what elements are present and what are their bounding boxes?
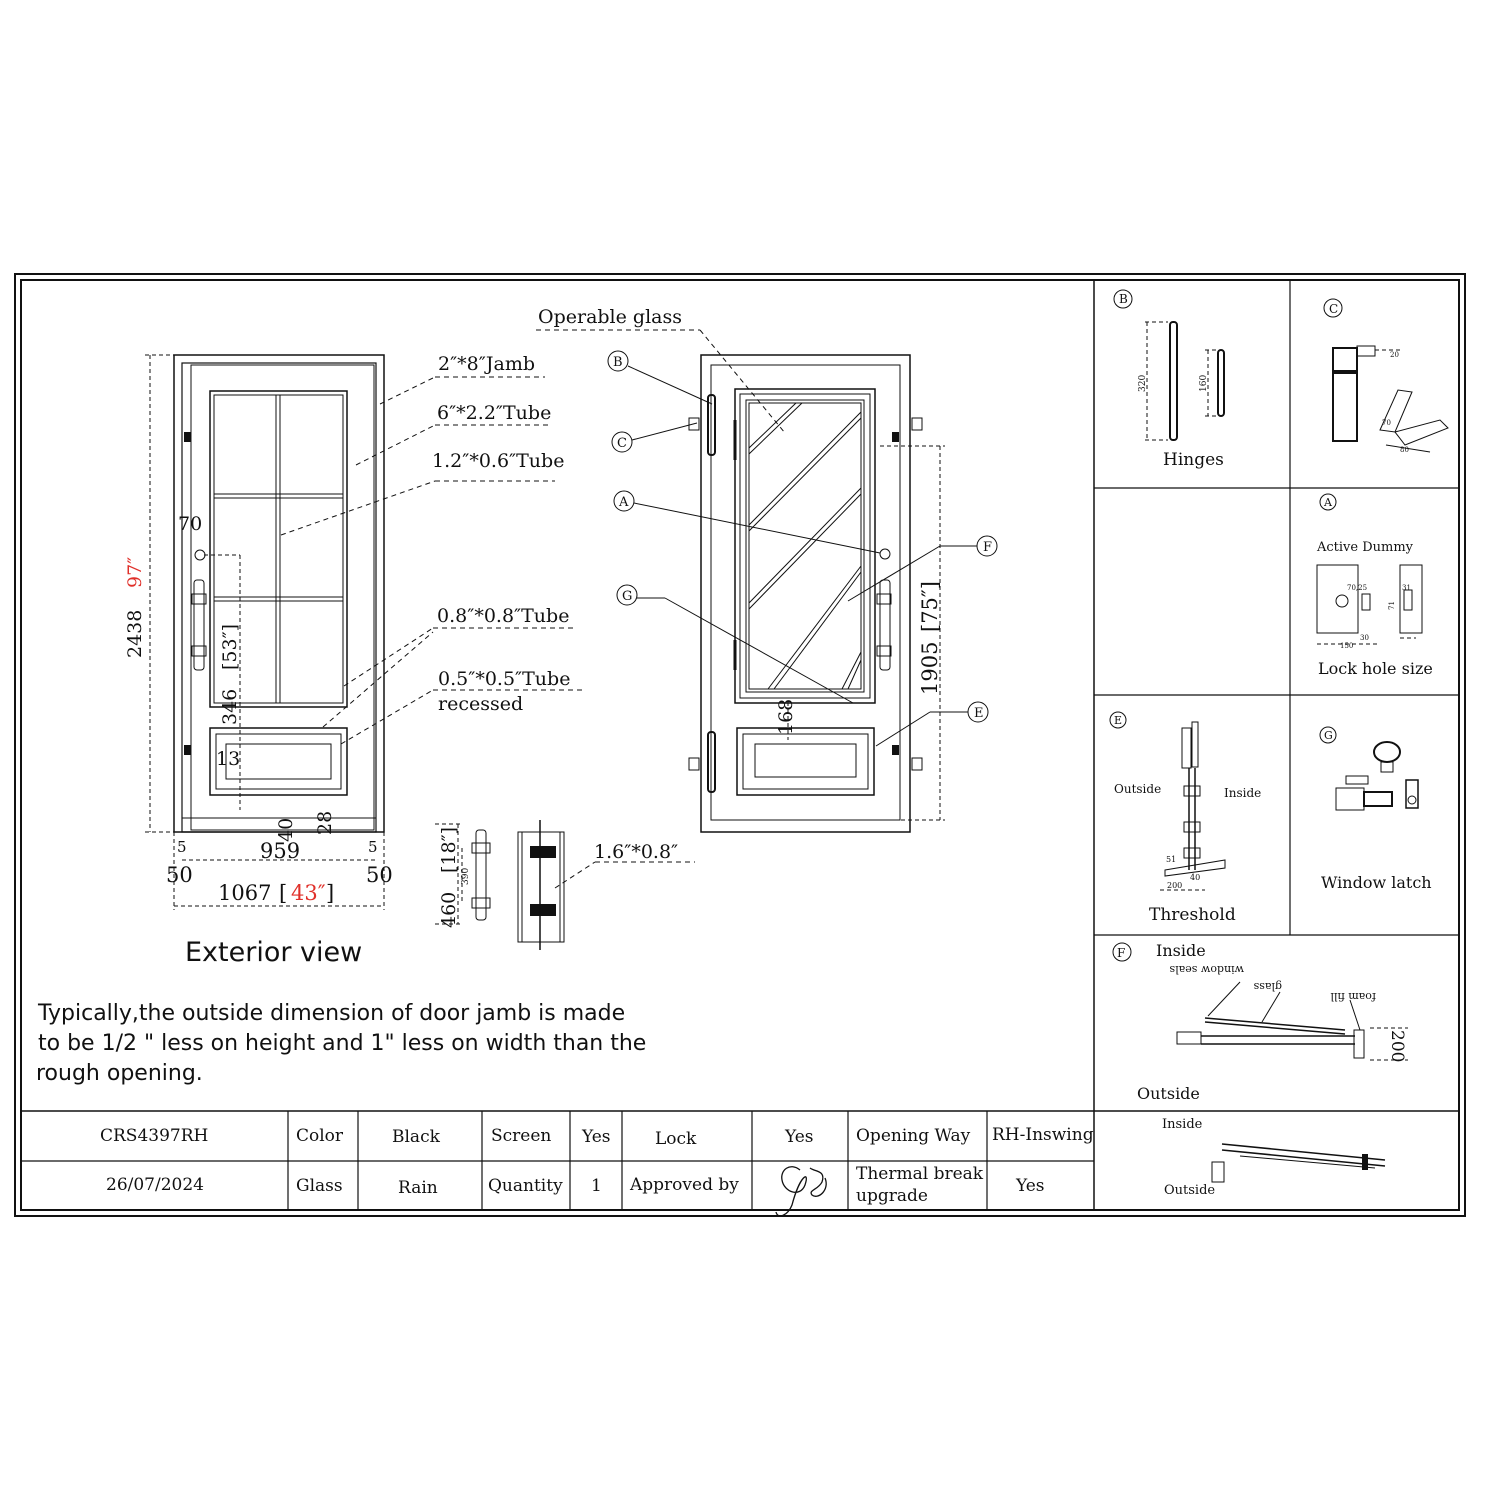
handle-390: 390 [461, 867, 471, 885]
section-f-glass: glass [1253, 980, 1282, 993]
svg-text:]: ] [326, 881, 335, 905]
lock-31: 31 [1402, 584, 1411, 592]
operable-glass-label: Operable glass [538, 306, 682, 328]
label-quantity: Quantity [488, 1176, 563, 1196]
label-tube-0-5: 0.5″*0.5″Tube [438, 668, 571, 690]
exterior-dimensions [145, 355, 384, 910]
hinges-320: 320 [1138, 374, 1148, 392]
threshold-51: 51 [1166, 855, 1177, 864]
lock-71: 71 [1388, 601, 1396, 610]
hinges-detail [1114, 290, 1224, 440]
label-approved-by: Approved by [630, 1175, 739, 1195]
label-recessed: recessed [438, 693, 524, 715]
model-code: CRS4397RH [100, 1126, 209, 1146]
inner-width: 959 [260, 839, 301, 863]
dim-50a: 50 [166, 863, 193, 887]
height-mm: 2438 [124, 609, 146, 658]
section-f-foam-fill: foam fill [1330, 990, 1376, 1003]
handle-detail [435, 820, 695, 950]
lock-hole-detail [1317, 494, 1422, 644]
dim-168: 168 [775, 698, 797, 735]
note-line-3: rough opening. [36, 1061, 203, 1086]
label-screen: Screen [491, 1126, 552, 1146]
handle-18: [18″] [438, 826, 460, 873]
height-in: 97″ [124, 556, 146, 588]
dim-1905: 1905 [918, 641, 942, 695]
label-bar-1-6: 1.6″*0.8″ [594, 841, 679, 863]
threshold-outside: Outside [1114, 782, 1162, 796]
active-dummy: Active Dummy [1317, 540, 1414, 555]
letter-g: G [1324, 729, 1333, 742]
window-latch-caption: Window latch [1321, 873, 1432, 892]
note-line-1: Typically,the outside dimension of door jamb is made [38, 1001, 626, 1026]
label-color: Color [296, 1126, 344, 1146]
exterior-door [174, 355, 384, 832]
callout-b: B [613, 355, 623, 370]
hinges-160: 160 [1199, 374, 1209, 392]
signature [776, 1167, 826, 1216]
c-80: 80 [1400, 446, 1409, 454]
lock-70-25: 70,25 [1347, 584, 1368, 592]
letter-f: F [1117, 946, 1126, 960]
plan-view-detail [1212, 1144, 1385, 1182]
section-f-window-seals: window seals [1169, 963, 1244, 976]
dim-50b: 50 [366, 863, 393, 887]
lock-hole-caption: Lock hole size [1318, 659, 1433, 678]
c-detail [1324, 299, 1448, 452]
spec-table [100, 1125, 1094, 1206]
plan-outside: Outside [1164, 1183, 1216, 1198]
letter-e: E [1114, 714, 1123, 727]
label-thermal-upgrade: upgrade [856, 1186, 928, 1206]
callout-f: F [983, 540, 993, 555]
dim-40: 40 [275, 817, 297, 842]
dim-5b: 5 [368, 838, 378, 856]
threshold-caption: Threshold [1149, 905, 1236, 925]
value-lock: Yes [785, 1127, 814, 1147]
section-f-inside: Inside [1156, 941, 1206, 960]
letter-a: A [1324, 496, 1332, 509]
section-f-outside: Outside [1137, 1084, 1200, 1103]
dim-53: [53″] [219, 623, 241, 670]
dim-13: 13 [216, 748, 241, 770]
width-mm: 1067 [218, 881, 272, 905]
label-thermal-break: Thermal break [856, 1164, 984, 1184]
threshold-40: 40 [1190, 873, 1201, 882]
value-color: Black [392, 1127, 440, 1147]
label-opening-way: Opening Way [856, 1126, 971, 1146]
interior-door [689, 355, 922, 832]
value-opening-way: RH-Inswing [992, 1125, 1094, 1145]
dim-70: 70 [178, 513, 203, 535]
date: 26/07/2024 [106, 1175, 204, 1195]
width-in: 43″ [291, 881, 326, 905]
c-70: 70 [1382, 419, 1391, 427]
exterior-view-title: Exterior view [185, 937, 363, 968]
hinges-caption: Hinges [1163, 450, 1224, 470]
interior-dimensions [788, 446, 945, 820]
label-tube-6: 6″*2.2″Tube [437, 402, 552, 424]
handle-460: 460 [438, 891, 460, 928]
lock-30: 30 [1360, 634, 1369, 642]
callout-e: E [974, 706, 984, 721]
plan-inside: Inside [1162, 1117, 1203, 1132]
value-screen: Yes [582, 1127, 611, 1147]
note-line-2: to be 1/2 " less on height and 1" less on width than the [38, 1031, 647, 1056]
svg-text:[: [ [279, 881, 288, 905]
callout-g: G [622, 589, 633, 604]
callout-a: A [619, 495, 629, 510]
threshold-inside: Inside [1224, 786, 1262, 800]
dim-75: [75″] [918, 581, 942, 632]
value-glass: Rain [398, 1178, 438, 1198]
lock-150: 150 [1340, 642, 1354, 650]
label-lock: Lock [655, 1129, 697, 1149]
section-f-200: 200 [1387, 1030, 1407, 1063]
label-tube-1-2: 1.2″*0.6″Tube [432, 450, 565, 472]
threshold-200: 200 [1167, 881, 1183, 890]
label-glass: Glass [296, 1176, 343, 1196]
value-thermal-break: Yes [1016, 1176, 1045, 1196]
letter-c: C [1329, 302, 1339, 316]
label-jamb: 2″*8″Jamb [438, 353, 535, 375]
c-20: 20 [1390, 351, 1399, 359]
value-quantity: 1 [591, 1176, 602, 1196]
dim-346: 346 [219, 688, 241, 725]
dim-5a: 5 [177, 838, 187, 856]
label-tube-0-8: 0.8″*0.8″Tube [437, 605, 570, 627]
window-latch-detail [1320, 727, 1418, 810]
dim-28: 28 [314, 810, 336, 835]
callout-c: C [617, 436, 627, 451]
letter-b: B [1119, 292, 1128, 306]
